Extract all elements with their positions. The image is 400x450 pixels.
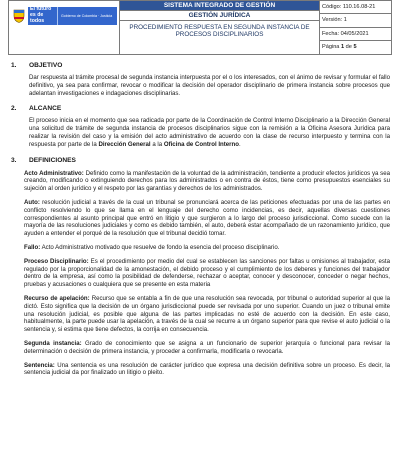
section-heading-alcance [11, 105, 390, 112]
document-code: Código: 110.16.08-21 [320, 1, 392, 14]
brand-line-1: El futuro [30, 6, 52, 13]
definition-item [24, 199, 390, 238]
definition-term: Recurso de apelación: [24, 294, 90, 302]
definition-term: Acto Administrativo: [24, 169, 84, 177]
brand-slogan [28, 7, 58, 24]
page-of: de [345, 43, 352, 50]
logo-area [9, 1, 120, 54]
objetivo-paragraph: Dar respuesta al trámite procesal de segunda instancia interpuesta por el o los interesados, con el ánimo de revisar y formular el fallo definitivo, ya sea para confirmar, revocar o modificar la decisión del operador disciplinario de primera instancia sobre procesos que adelantan investigaciones e indagaciones disciplinarias. [29, 74, 390, 97]
alcance-text: El proceso inicia en el momento que sea radicada por parte de la Coordinación de Control Interno Disciplinario a la Dirección General una solicitud de trámite de segunda instancia de procesos disciplinarios sigue con la remisión a la Oficina Asesora Jurídica para realizar la revisión del caso y la emisión del acto administrativo de acuerdo con la clase de recurso interpuesto y termina con la respuesta por parte de la [29, 117, 390, 148]
brand-line-2: es de todos [30, 12, 45, 24]
page-total: 5 [353, 43, 357, 50]
definition-item [24, 244, 390, 252]
definition-item [24, 258, 390, 289]
document-body [11, 58, 390, 377]
coat-of-arms-icon [13, 9, 25, 23]
definition-term: Sentencia: [24, 361, 55, 369]
definition-item [24, 362, 390, 378]
section-number: 2. [11, 105, 17, 113]
definition-item [24, 170, 390, 193]
alcance-text: . [239, 140, 241, 148]
alcance-text: a la [150, 140, 164, 148]
definition-text: Acto Administrativo motivado que resuelve de fondo la esencia del proceso disciplinario. [40, 243, 280, 251]
definition-text: Recurso que se entabla a fin de que una resolución sea revocada, por tribunal o autoridad superior al que la dictó. Esto significa que la decisión de un órgano jurisdiccional puede ser revisada por uno superior. Cuando un juez o tribunal emite una resolución judicial, es posible que alguna de las partes implicadas no esté de acuerdo con la decisión. En este caso, habitualmente, la parte puede usar la apelación, a través de la cual se recurre a un órgano superior para que revise el auto judicial o la sentencia y, si estima que tiene defectos, la corrija en consecuencia. [24, 294, 390, 334]
page-indicator [320, 41, 392, 54]
definition-text: Una sentencia es una resolución de carácter jurídico que expresa una decisión definitiva sobre un proceso. Es decir, la sentencia judicial da por finalizado un litigio o pleito. [24, 361, 390, 377]
section-number: 3. [11, 156, 17, 164]
section-heading-definiciones [11, 157, 390, 164]
section-title: ALCANCE [29, 105, 62, 113]
definition-item [24, 295, 390, 334]
definition-text: resolución judicial a través de la cual un tribunal se pronunciará acerca de las peticiones efectuadas por una de las partes en conflicto resolviendo lo que se llama en el lenguaje del derecho como incidencias, es decir, aquellas diversas cuestiones correspondientes al asunto principal que entró en litigio y que surgieron a lo largo del proceso jurisdiccional. Como sucede con la mayoría de las resoluciones judiciales y como es debido también, el auto, deberá estar acompañado de un razonamiento jurídico, que ayuden a entender el porqué de la resolución que el tribunal decidió tomar. [24, 198, 390, 238]
section-title: OBJETIVO [29, 62, 63, 69]
document-header [8, 0, 392, 55]
document-control-block [320, 1, 392, 54]
page-label: Página [322, 43, 340, 50]
header-title-block [120, 1, 320, 54]
definition-term: Fallo: [24, 243, 41, 251]
section-heading-objetivo [11, 62, 390, 69]
definition-term: Proceso Disciplinario: [24, 257, 89, 265]
definition-item [24, 340, 390, 356]
section-title: DEFINICIONES [29, 156, 76, 164]
alcance-paragraph [29, 117, 390, 148]
document-version: Versión: 1 [320, 14, 392, 27]
document-date: Fecha: 04/05/2021 [320, 28, 392, 41]
brand-subtitle: Gobierno de Colombia · Justicia [61, 13, 113, 18]
definition-text: Definido como la manifestación de la voluntad de la administración, tendiente a producir efectos jurídicos ya sea creando, modificando o extinguiendo derechos para los administrados o en contra de éstos, tiene como presupuestos esenciales su sujeción al orden jurídico y el respeto por las garantías y derechos de los administrados. [24, 169, 391, 193]
section-number: 1. [11, 62, 17, 69]
page-number: 1 [340, 43, 345, 50]
system-title: SISTEMA INTEGRADO DE GESTIÓN [120, 1, 319, 11]
area-title: GESTIÓN JURÍDICA [120, 11, 319, 21]
brand-banner [28, 7, 117, 25]
definition-text: Es el procedimiento por medio del cual se establecen las sanciones por faltas u omisiones al trabajador, esta regulado por la proporcionalidad de la amonestación, el debido proceso y el cumplimiento de los deberes y funciones del trabajador dentro de la empresa, así como la posibilidad de defenderse, rechazar o aceptar, conocer y desconocer, conceder o negar hechos, pruebas y acusaciones o cualquiera que se presente en esta materia [24, 257, 390, 289]
definition-term: Segunda instancia: [24, 339, 82, 347]
alcance-bold-direccion: Dirección General [98, 140, 151, 148]
procedure-title: PROCEDIMIENTO RESPUESTA EN SEGUNDA INSTANCIA DE PROCESOS DISCIPLINARIOS [129, 24, 310, 39]
definition-term: Auto: [24, 198, 40, 206]
definition-text: Grado de conocimiento que se asigna a un funcionario de superior jerarquía o funcional para revisar la determinación o decisión de primera instancia, y proceder a confirmarla, modificarla o revocarla. [24, 339, 391, 355]
alcance-bold-oficina: Oficina de Control Interno [163, 140, 240, 148]
